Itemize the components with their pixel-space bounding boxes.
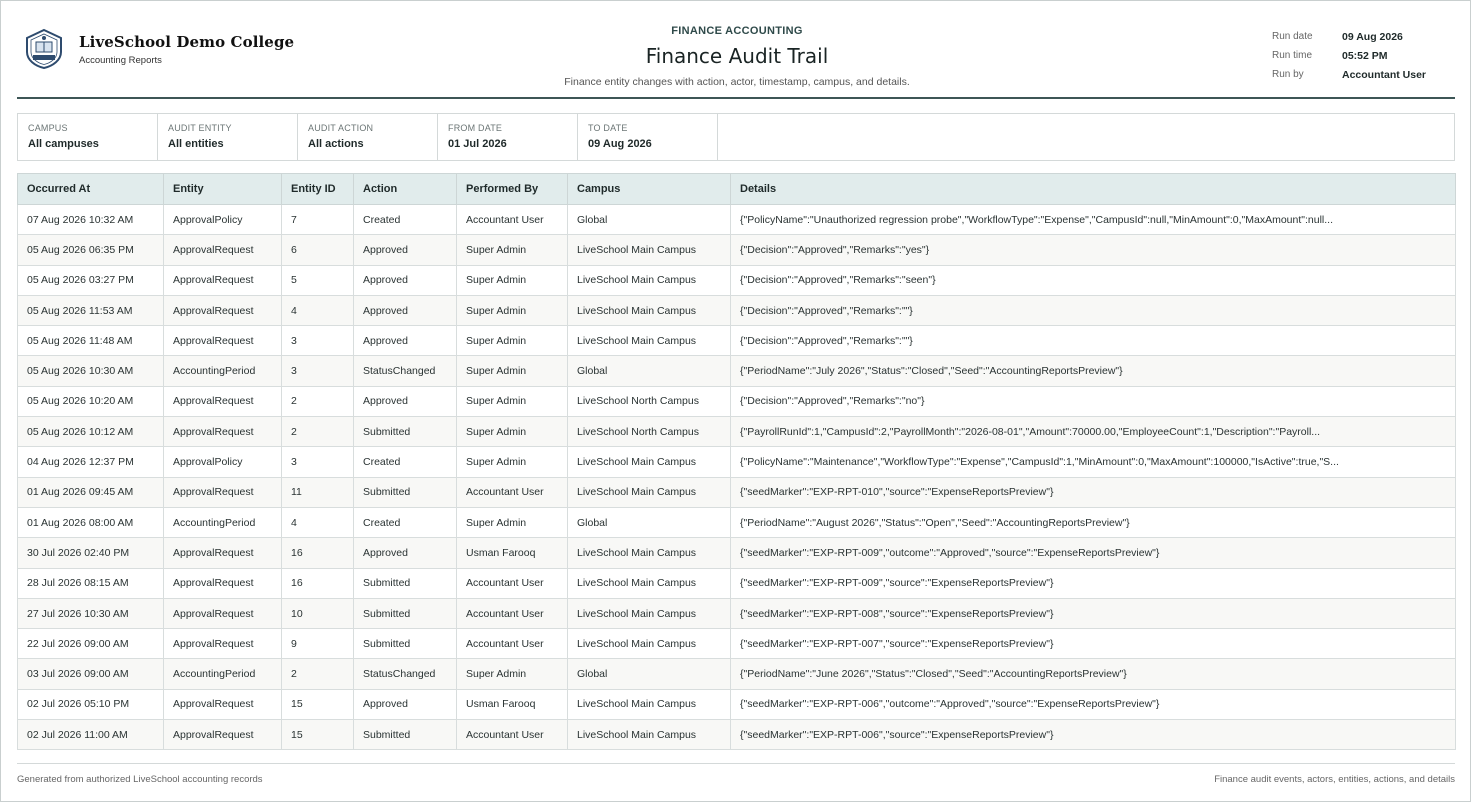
entity-cell: ApprovalRequest: [164, 235, 282, 265]
table-row[interactable]: [18, 295, 1456, 325]
entity-id-cell: 2: [282, 386, 354, 416]
action-cell: Submitted: [354, 629, 457, 659]
report-header: [17, 1, 1455, 99]
entity-cell: AccountingPeriod: [164, 659, 282, 689]
action-cell: Approved: [354, 538, 457, 568]
column-header-details[interactable]: Details: [731, 174, 1456, 205]
filter-label: CAMPUS: [28, 123, 68, 133]
table-header-row: [18, 174, 1456, 205]
run-date-value: 09 Aug 2026: [1342, 30, 1403, 43]
column-header-action[interactable]: Action: [354, 174, 457, 205]
filter-label: AUDIT ACTION: [308, 123, 374, 133]
performed-by-cell: Accountant User: [457, 568, 568, 598]
entity-cell: ApprovalRequest: [164, 265, 282, 295]
entity-cell: ApprovalRequest: [164, 598, 282, 628]
college-name: LiveSchool Demo College: [79, 32, 295, 51]
occurred-at-cell: 05 Aug 2026 10:30 AM: [18, 356, 164, 386]
filter-label: TO DATE: [588, 123, 628, 133]
details-cell: {"seedMarker":"EXP-RPT-007","source":"ExpenseReportsPreview"}: [731, 629, 1456, 659]
entity-id-cell: 15: [282, 689, 354, 719]
performed-by-cell: Usman Farooq: [457, 689, 568, 719]
occurred-at-cell: 05 Aug 2026 06:35 PM: [18, 235, 164, 265]
occurred-at-cell: 05 Aug 2026 03:27 PM: [18, 265, 164, 295]
performed-by-cell: Super Admin: [457, 265, 568, 295]
table-row[interactable]: [18, 598, 1456, 628]
filter-to-date[interactable]: [578, 114, 718, 160]
entity-cell: ApprovalPolicy: [164, 447, 282, 477]
entity-id-cell: 5: [282, 265, 354, 295]
run-time: [1272, 46, 1426, 65]
entity-cell: ApprovalRequest: [164, 568, 282, 598]
report-footer: [17, 763, 1455, 785]
entity-cell: ApprovalRequest: [164, 326, 282, 356]
occurred-at-cell: 01 Aug 2026 08:00 AM: [18, 507, 164, 537]
entity-cell: AccountingPeriod: [164, 507, 282, 537]
entity-cell: ApprovalRequest: [164, 417, 282, 447]
occurred-at-cell: 22 Jul 2026 09:00 AM: [18, 629, 164, 659]
entity-id-cell: 4: [282, 507, 354, 537]
performed-by-cell: Super Admin: [457, 235, 568, 265]
performed-by-cell: Super Admin: [457, 447, 568, 477]
performed-by-cell: Accountant User: [457, 598, 568, 628]
performed-by-cell: Accountant User: [457, 629, 568, 659]
brand: [23, 28, 294, 70]
audit-trail-table: [17, 173, 1456, 750]
action-cell: Approved: [354, 689, 457, 719]
campus-cell: LiveSchool North Campus: [568, 417, 731, 447]
details-cell: {"Decision":"Approved","Remarks":"yes"}: [731, 235, 1456, 265]
occurred-at-cell: 02 Jul 2026 11:00 AM: [18, 720, 164, 750]
occurred-at-cell: 27 Jul 2026 10:30 AM: [18, 598, 164, 628]
occurred-at-cell: 01 Aug 2026 09:45 AM: [18, 477, 164, 507]
column-header-occurred-at[interactable]: Occurred At: [18, 174, 164, 205]
report-title-block: [387, 25, 1087, 88]
filter-value: 09 Aug 2026: [588, 138, 652, 150]
run-by-label: Run by: [1272, 69, 1304, 80]
performed-by-cell: Super Admin: [457, 356, 568, 386]
entity-id-cell: 6: [282, 235, 354, 265]
action-cell: Submitted: [354, 720, 457, 750]
table-row[interactable]: [18, 629, 1456, 659]
performed-by-cell: Super Admin: [457, 386, 568, 416]
filter-label: FROM DATE: [448, 123, 503, 133]
column-header-campus[interactable]: Campus: [568, 174, 731, 205]
entity-cell: ApprovalRequest: [164, 720, 282, 750]
report-kicker: FINANCE ACCOUNTING: [671, 25, 803, 37]
details-cell: {"seedMarker":"EXP-RPT-009","source":"ExpenseReportsPreview"}: [731, 568, 1456, 598]
college-subtitle: Accounting Reports: [79, 54, 162, 66]
page-title: Finance Audit Trail: [645, 44, 829, 68]
campus-cell: LiveSchool Main Campus: [568, 720, 731, 750]
table-row[interactable]: [18, 356, 1456, 386]
entity-id-cell: 3: [282, 326, 354, 356]
campus-cell: LiveSchool Main Campus: [568, 477, 731, 507]
campus-cell: LiveSchool Main Campus: [568, 326, 731, 356]
performed-by-cell: Super Admin: [457, 659, 568, 689]
table-row[interactable]: [18, 477, 1456, 507]
campus-cell: Global: [568, 659, 731, 689]
performed-by-cell: Usman Farooq: [457, 538, 568, 568]
table-row[interactable]: [18, 326, 1456, 356]
details-cell: {"PeriodName":"July 2026","Status":"Closed","Seed":"AccountingReportsPreview"}: [731, 356, 1456, 386]
table-row[interactable]: [18, 386, 1456, 416]
campus-cell: LiveSchool Main Campus: [568, 538, 731, 568]
entity-cell: ApprovalRequest: [164, 629, 282, 659]
performed-by-cell: Super Admin: [457, 507, 568, 537]
details-cell: {"Decision":"Approved","Remarks":"seen"}: [731, 265, 1456, 295]
entity-id-cell: 11: [282, 477, 354, 507]
performed-by-cell: Super Admin: [457, 326, 568, 356]
entity-cell: ApprovalRequest: [164, 477, 282, 507]
occurred-at-cell: 04 Aug 2026 12:37 PM: [18, 447, 164, 477]
run-by: [1272, 65, 1426, 84]
campus-cell: LiveSchool Main Campus: [568, 689, 731, 719]
action-cell: Submitted: [354, 417, 457, 447]
details-cell: {"PolicyName":"Maintenance","WorkflowType":"Expense","CampusId":1,"MinAmount":0,"MaxAmount":100000,"IsActive":true,"S...: [731, 447, 1456, 477]
run-info: [1272, 27, 1426, 84]
table-row[interactable]: [18, 659, 1456, 689]
occurred-at-cell: 02 Jul 2026 05:10 PM: [18, 689, 164, 719]
details-cell: {"Decision":"Approved","Remarks":""}: [731, 295, 1456, 325]
performed-by-cell: Accountant User: [457, 477, 568, 507]
entity-id-cell: 7: [282, 205, 354, 235]
performed-by-cell: Super Admin: [457, 417, 568, 447]
table-row[interactable]: [18, 265, 1456, 295]
filter-audit-entity[interactable]: [158, 114, 298, 160]
entity-id-cell: 3: [282, 447, 354, 477]
table-row[interactable]: [18, 689, 1456, 719]
action-cell: Submitted: [354, 568, 457, 598]
action-cell: Approved: [354, 235, 457, 265]
entity-id-cell: 2: [282, 659, 354, 689]
action-cell: Created: [354, 205, 457, 235]
action-cell: Approved: [354, 295, 457, 325]
filter-audit-action[interactable]: [298, 114, 438, 160]
filter-value: All actions: [308, 138, 364, 150]
details-cell: {"Decision":"Approved","Remarks":""}: [731, 326, 1456, 356]
action-cell: Submitted: [354, 598, 457, 628]
occurred-at-cell: 28 Jul 2026 08:15 AM: [18, 568, 164, 598]
filter-label: AUDIT ENTITY: [168, 123, 232, 133]
filter-value: All campuses: [28, 138, 99, 150]
action-cell: Created: [354, 447, 457, 477]
table-row[interactable]: [18, 720, 1456, 750]
run-date: [1272, 27, 1426, 46]
table-row[interactable]: [18, 235, 1456, 265]
footer-left-text: Generated from authorized LiveSchool accounting records: [17, 774, 263, 785]
column-header-performed-by[interactable]: Performed By: [457, 174, 568, 205]
entity-id-cell: 4: [282, 295, 354, 325]
column-header-entity-id[interactable]: Entity ID: [282, 174, 354, 205]
campus-cell: LiveSchool Main Campus: [568, 295, 731, 325]
table-row[interactable]: [18, 568, 1456, 598]
filter-value: 01 Jul 2026: [448, 138, 507, 150]
entity-id-cell: 10: [282, 598, 354, 628]
entity-cell: ApprovalRequest: [164, 689, 282, 719]
entity-cell: ApprovalRequest: [164, 386, 282, 416]
details-cell: {"Decision":"Approved","Remarks":"no"}: [731, 386, 1456, 416]
entity-id-cell: 16: [282, 568, 354, 598]
campus-cell: LiveSchool North Campus: [568, 386, 731, 416]
performed-by-cell: Accountant User: [457, 720, 568, 750]
entity-id-cell: 9: [282, 629, 354, 659]
details-cell: {"PeriodName":"June 2026","Status":"Closed","Seed":"AccountingReportsPreview"}: [731, 659, 1456, 689]
run-time-value: 05:52 PM: [1342, 49, 1388, 62]
action-cell: Approved: [354, 386, 457, 416]
table-row[interactable]: [18, 447, 1456, 477]
details-cell: {"PeriodName":"August 2026","Status":"Open","Seed":"AccountingReportsPreview"}: [731, 507, 1456, 537]
campus-cell: Global: [568, 205, 731, 235]
entity-cell: ApprovalRequest: [164, 538, 282, 568]
footer-right-text: Finance audit events, actors, entities, actions, and details: [1214, 774, 1455, 785]
entity-cell: ApprovalPolicy: [164, 205, 282, 235]
action-cell: Created: [354, 507, 457, 537]
details-cell: {"PayrollRunId":1,"CampusId":2,"PayrollMonth":"2026-08-01","Amount":70000.00,"EmployeeCount":1,"Description":"Payroll...: [731, 417, 1456, 447]
occurred-at-cell: 03 Jul 2026 09:00 AM: [18, 659, 164, 689]
campus-cell: LiveSchool Main Campus: [568, 629, 731, 659]
table-row[interactable]: [18, 538, 1456, 568]
performed-by-cell: Accountant User: [457, 205, 568, 235]
table-row[interactable]: [18, 205, 1456, 235]
filter-campus[interactable]: [18, 114, 158, 160]
entity-id-cell: 15: [282, 720, 354, 750]
occurred-at-cell: 05 Aug 2026 11:53 AM: [18, 295, 164, 325]
campus-cell: LiveSchool Main Campus: [568, 265, 731, 295]
column-header-entity[interactable]: Entity: [164, 174, 282, 205]
occurred-at-cell: 05 Aug 2026 10:12 AM: [18, 417, 164, 447]
entity-id-cell: 3: [282, 356, 354, 386]
details-cell: {"seedMarker":"EXP-RPT-006","source":"ExpenseReportsPreview"}: [731, 720, 1456, 750]
details-cell: {"seedMarker":"EXP-RPT-006","outcome":"Approved","source":"ExpenseReportsPreview"}: [731, 689, 1456, 719]
filter-from-date[interactable]: [438, 114, 578, 160]
table-row[interactable]: [18, 417, 1456, 447]
report-subtitle: Finance entity changes with action, actor, timestamp, campus, and details.: [564, 76, 910, 88]
campus-cell: Global: [568, 356, 731, 386]
campus-cell: LiveSchool Main Campus: [568, 568, 731, 598]
campus-cell: LiveSchool Main Campus: [568, 235, 731, 265]
occurred-at-cell: 07 Aug 2026 10:32 AM: [18, 205, 164, 235]
entity-id-cell: 16: [282, 538, 354, 568]
campus-cell: Global: [568, 507, 731, 537]
details-cell: {"PolicyName":"Unauthorized regression probe","WorkflowType":"Expense","CampusId":null,"MinAmount":0,"MaxAmount":null...: [731, 205, 1456, 235]
entity-id-cell: 2: [282, 417, 354, 447]
college-crest-icon: [23, 28, 65, 70]
table-row[interactable]: [18, 507, 1456, 537]
run-by-value: Accountant User: [1342, 68, 1427, 81]
occurred-at-cell: 05 Aug 2026 11:48 AM: [18, 326, 164, 356]
campus-cell: LiveSchool Main Campus: [568, 447, 731, 477]
details-cell: {"seedMarker":"EXP-RPT-010","source":"ExpenseReportsPreview"}: [731, 477, 1456, 507]
action-cell: Submitted: [354, 477, 457, 507]
filter-bar: [17, 113, 1455, 161]
action-cell: Approved: [354, 326, 457, 356]
entity-cell: AccountingPeriod: [164, 356, 282, 386]
details-cell: {"seedMarker":"EXP-RPT-008","source":"ExpenseReportsPreview"}: [731, 598, 1456, 628]
occurred-at-cell: 30 Jul 2026 02:40 PM: [18, 538, 164, 568]
filter-value: All entities: [168, 138, 224, 150]
run-date-label: Run date: [1272, 31, 1313, 42]
table-body: [18, 205, 1456, 750]
action-cell: Approved: [354, 265, 457, 295]
campus-cell: LiveSchool Main Campus: [568, 598, 731, 628]
action-cell: StatusChanged: [354, 356, 457, 386]
entity-cell: ApprovalRequest: [164, 295, 282, 325]
details-cell: {"seedMarker":"EXP-RPT-009","outcome":"Approved","source":"ExpenseReportsPreview"}: [731, 538, 1456, 568]
performed-by-cell: Super Admin: [457, 295, 568, 325]
action-cell: StatusChanged: [354, 659, 457, 689]
occurred-at-cell: 05 Aug 2026 10:20 AM: [18, 386, 164, 416]
run-time-label: Run time: [1272, 50, 1313, 61]
